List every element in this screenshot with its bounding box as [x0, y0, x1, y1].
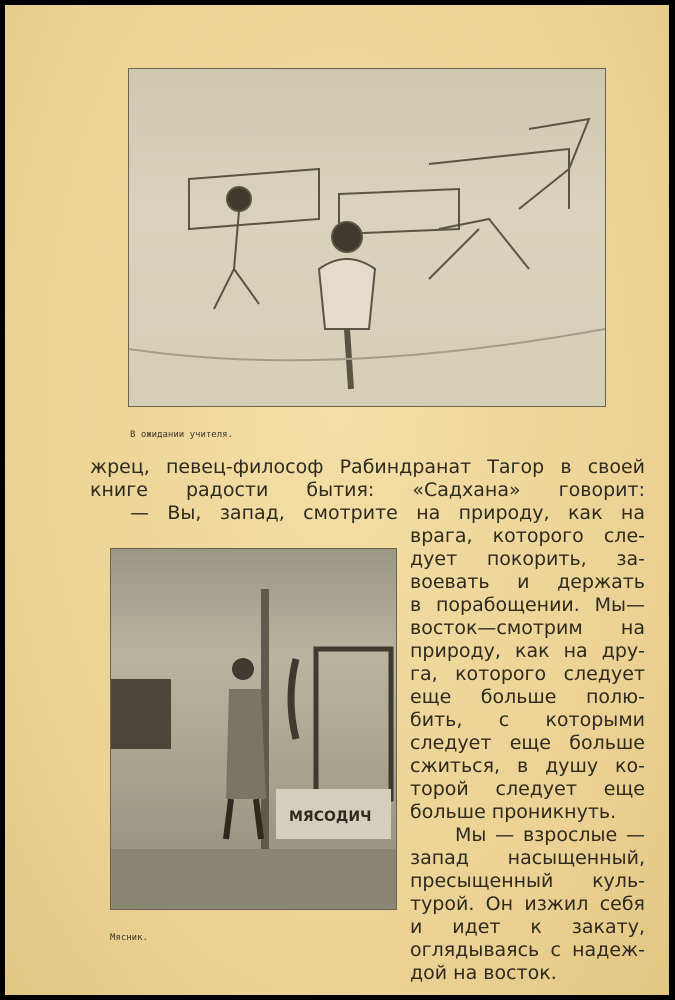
text-line: еще больше полю- [410, 686, 645, 708]
text-line: Мы — взрослые — [455, 824, 645, 846]
text-line: торой следует еще [410, 778, 645, 800]
caption-illustration-2: Мясник. [110, 933, 148, 943]
butcher-drawing [111, 549, 396, 909]
text-line: воевать и держать [410, 571, 645, 593]
text-line: дой на восток. [410, 962, 557, 984]
text-line: в порабощении. Мы— [410, 594, 645, 616]
text-line: оглядываясь с надеж- [410, 939, 645, 961]
illustration-classroom [128, 68, 606, 407]
shop-sign: МЯСОДИЧ [289, 809, 372, 825]
text-line: бить, с которыми [410, 709, 645, 731]
text-line: дует покорить, за- [410, 548, 645, 570]
text-line: га, которого следует [410, 663, 645, 685]
text-line: восток—смотрим на [410, 617, 645, 639]
text-line: запад насыщенный, [410, 847, 645, 869]
book-page [5, 5, 669, 995]
text-line: природу, как на дру- [410, 640, 645, 662]
text-line: врага, которого сле- [410, 525, 645, 547]
text-line: книге радости бытия: «Садхана» говорит: [90, 479, 645, 501]
classroom-drawing [129, 69, 605, 406]
text-line: сжиться, в душу ко- [410, 755, 645, 777]
text-line: больше проникнуть. [410, 801, 617, 823]
text-line: и идет к закату, [410, 916, 645, 938]
text-line: — Вы, запад, смотрите на природу, как на [130, 502, 645, 524]
text-line: жрец, певец-философ Рабиндранат Тагор в своей [90, 456, 645, 478]
text-line: пресыщенный куль- [410, 870, 645, 892]
text-line: следует еще больше [410, 732, 645, 754]
text-line: турой. Он изжил себя [410, 893, 645, 915]
caption-illustration-1: В ожидании учителя. [130, 430, 233, 440]
illustration-butcher [110, 548, 397, 910]
